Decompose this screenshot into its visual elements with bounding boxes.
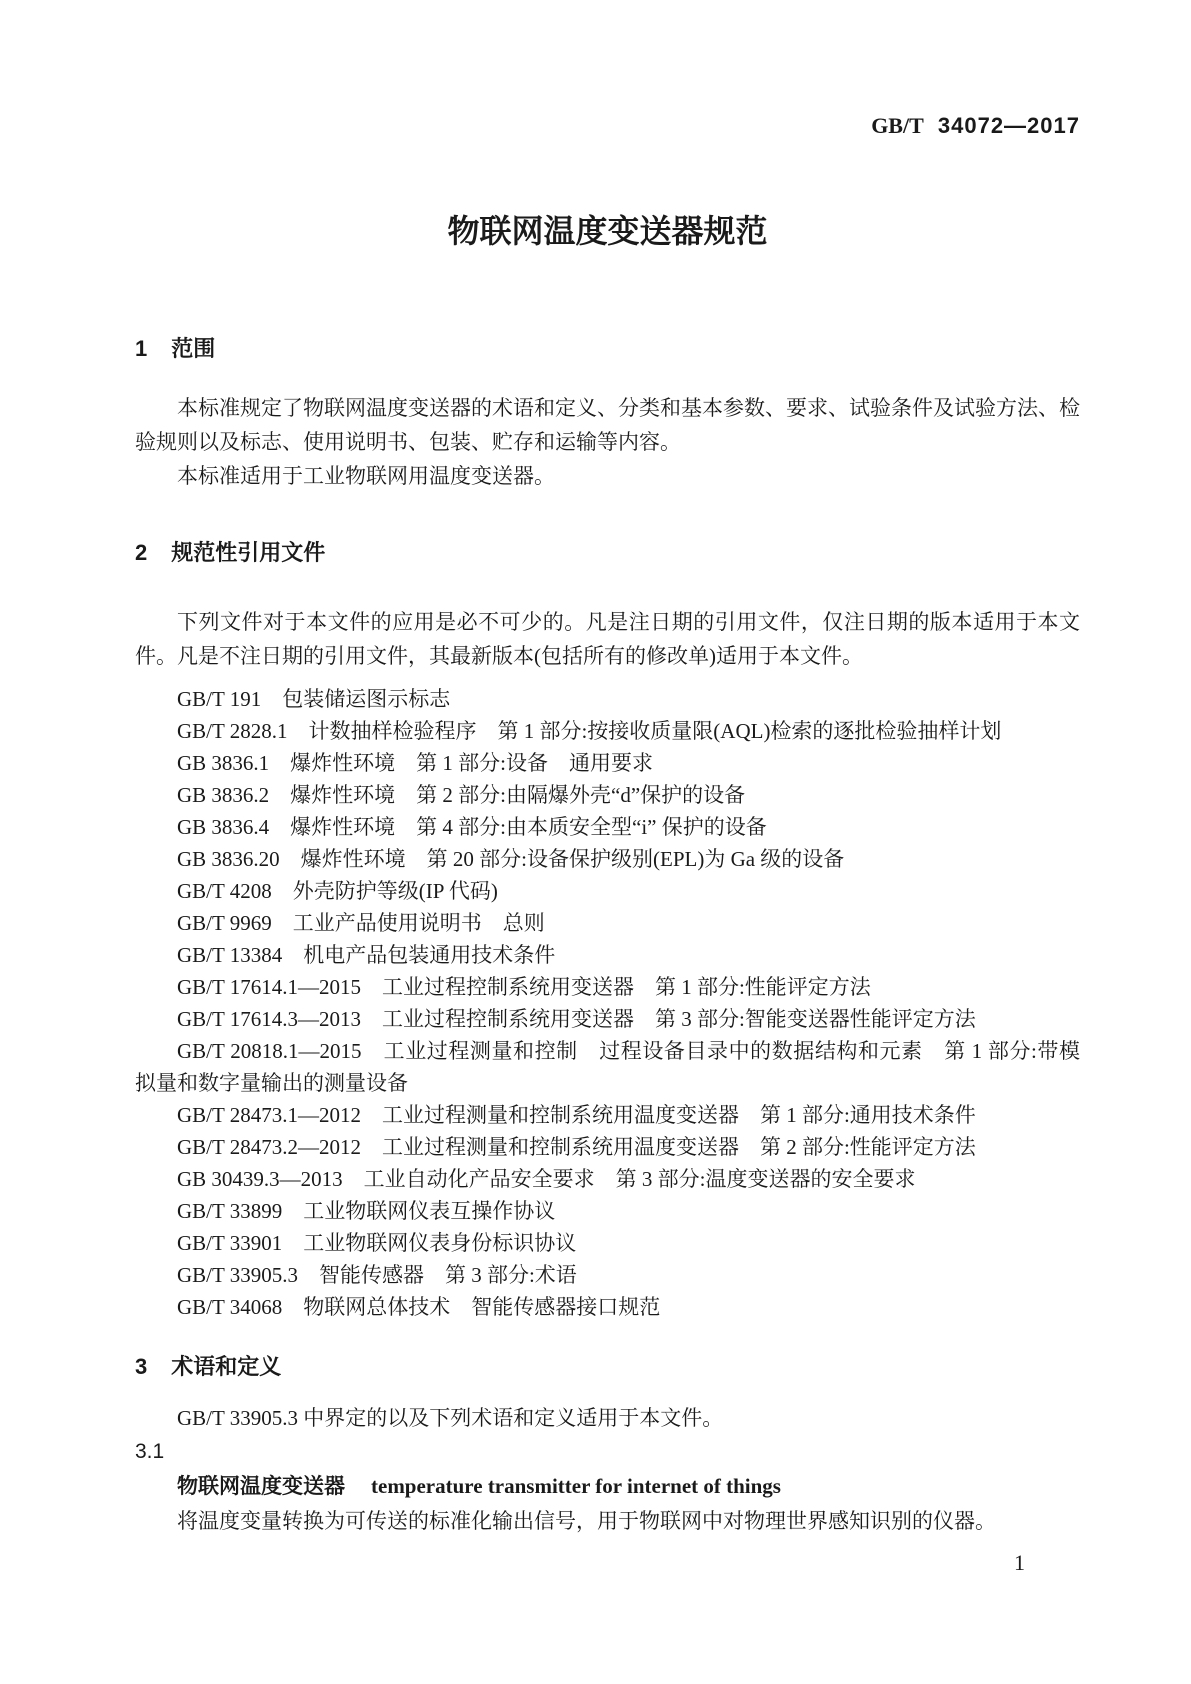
reference-item: GB/T 13384 机电产品包装通用技术条件	[177, 943, 556, 967]
standard-code-number: 34072—2017	[937, 113, 1080, 138]
section-3-heading	[135, 1355, 1080, 1379]
standard-code	[135, 113, 1080, 139]
section-1-title: 范围	[171, 336, 216, 361]
reference-item: GB/T 20818.1—2015 工业过程测量和控制 过程设备目录中的数据结构和元素 第 1 部分:带模拟量和数字量输出的测量设备	[135, 1039, 1080, 1095]
term-heading	[135, 1469, 1080, 1504]
reference-item: GB/T 34068 物联网总体技术 智能传感器接口规范	[177, 1295, 661, 1319]
section-3-number: 3	[135, 1354, 148, 1379]
terms-intro-paragraph: GB/T 33905.3 中界定的以及下列术语和定义适用于本文件。	[177, 1406, 724, 1430]
reference-item: GB/T 33905.3 智能传感器 第 3 部分:术语	[177, 1263, 577, 1287]
term-chinese: 物联网温度变送器	[177, 1475, 345, 1498]
references-intro-paragraph: 下列文件对于本文件的应用是必不可少的。凡是注日期的引用文件，仅注日期的版本适用于本文件。凡是不注日期的引用文件，其最新版本(包括所有的修改单)适用于本文件。	[135, 610, 1080, 668]
reference-item: GB/T 4208 外壳防护等级(IP 代码)	[177, 879, 498, 903]
normative-references-list	[135, 683, 1080, 1323]
section-2-title: 规范性引用文件	[171, 540, 326, 565]
reference-item: GB/T 33901 工业物联网仪表身份标识协议	[177, 1231, 577, 1255]
reference-item: GB 30439.3—2013 工业自动化产品安全要求 第 3 部分:温度变送器的安全要求	[177, 1167, 916, 1191]
section-3-title: 术语和定义	[171, 1354, 282, 1379]
reference-item: GB 3836.1 爆炸性环境 第 1 部分:设备 通用要求	[177, 751, 654, 775]
section-1-number: 1	[135, 336, 148, 361]
reference-item: GB/T 17614.1—2015 工业过程控制系统用变送器 第 1 部分:性能评定方法	[177, 975, 871, 999]
page-number: 1	[1014, 1550, 1025, 1575]
section-2-number: 2	[135, 540, 148, 565]
term-english: temperature transmitter for internet of things	[371, 1474, 781, 1498]
reference-item: GB/T 2828.1 计数抽样检验程序 第 1 部分:按接收质量限(AQL)检索的逐批检验抽样计划	[177, 719, 1002, 743]
document-title: 物联网温度变送器规范	[447, 213, 768, 249]
reference-item: GB/T 191 包装储运图示标志	[177, 687, 451, 711]
section-2-heading	[135, 541, 1080, 565]
reference-item: GB/T 28473.2—2012 工业过程测量和控制系统用温度变送器 第 2 部分:性能评定方法	[177, 1135, 976, 1159]
scope-paragraph-1: 本标准规定了物联网温度变送器的术语和定义、分类和基本参数、要求、试验条件及试验方法、检验规则以及标志、使用说明书、包装、贮存和运输等内容。	[135, 396, 1080, 454]
scope-paragraph-2: 本标准适用于工业物联网用温度变送器。	[177, 464, 555, 488]
standard-code-prefix: GB/T	[871, 113, 924, 138]
section-1-heading	[135, 337, 1080, 361]
reference-item: GB 3836.20 爆炸性环境 第 20 部分:设备保护级别(EPL)为 Ga 级的设备	[177, 847, 845, 871]
term-definition: 将温度变量转换为可传送的标准化输出信号，用于物联网中对物理世界感知识别的仪器。	[177, 1509, 996, 1533]
reference-item: GB/T 33899 工业物联网仪表互操作协议	[177, 1199, 556, 1223]
reference-item: GB 3836.4 爆炸性环境 第 4 部分:由本质安全型“i” 保护的设备	[177, 815, 767, 839]
reference-item: GB/T 28473.1—2012 工业过程测量和控制系统用温度变送器 第 1 部分:通用技术条件	[177, 1103, 976, 1127]
reference-item: GB/T 17614.3—2013 工业过程控制系统用变送器 第 3 部分:智能变送器性能评定方法	[177, 1007, 976, 1031]
reference-item: GB/T 9969 工业产品使用说明书 总则	[177, 911, 545, 935]
clause-number: 3.1	[135, 1440, 165, 1463]
reference-item: GB 3836.2 爆炸性环境 第 2 部分:由隔爆外壳“d”保护的设备	[177, 783, 746, 807]
